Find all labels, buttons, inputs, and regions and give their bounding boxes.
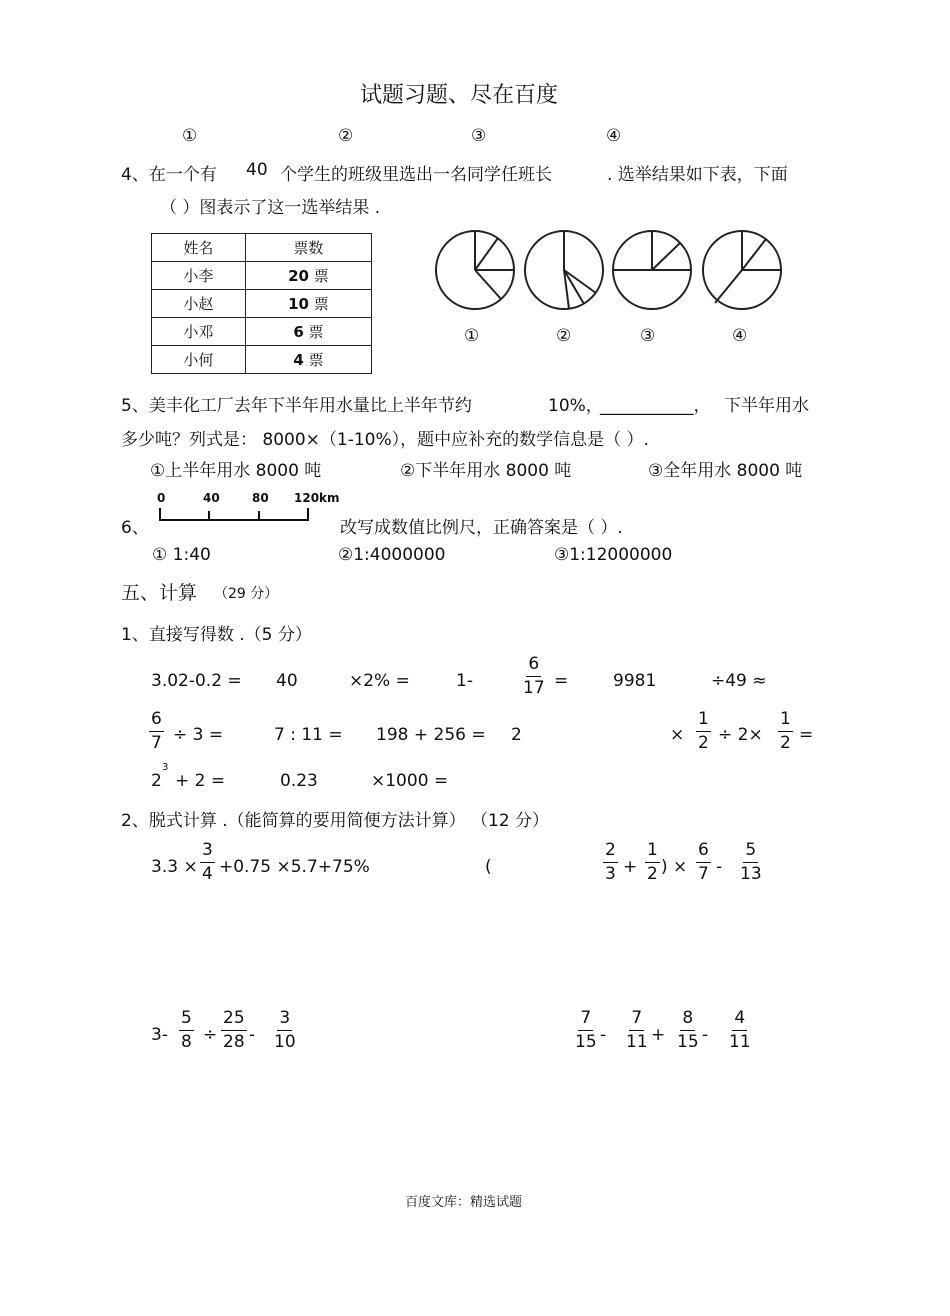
calc-1c-eq: =	[554, 671, 569, 691]
calc-3b-op: ×1000 =	[371, 771, 449, 791]
cell-votes: 20 票	[245, 262, 371, 290]
scale-tick-120: 120km	[294, 491, 340, 505]
top-option-2: ②	[338, 126, 354, 146]
fraction: $\frac{6}{17}$	[523, 654, 545, 698]
top-option-1: ①	[182, 126, 198, 146]
calc-3a-rest: + 2 =	[175, 771, 226, 791]
expr3-minus: -	[249, 1025, 256, 1045]
q5-blank: ___________，	[600, 396, 711, 416]
calc-1d-num: 9981	[613, 671, 657, 691]
q6-text: 改写成数值比例尺，正确答案是（ ）.	[340, 518, 623, 538]
calc-3a-base: 2	[151, 771, 162, 791]
part2-title: 2、脱式计算 .（能简算的要用简便方法计算） （12 分）	[121, 811, 550, 831]
q5-line2: 多少吨？列式是： 8000×（1-10%），题中应补充的数学信息是（ ）.	[121, 430, 649, 450]
fraction: $\frac{7}{15}$	[575, 1008, 597, 1052]
pie-1	[436, 231, 514, 309]
q4-line2: （ ）图表示了这一选举结果 .	[160, 198, 381, 218]
fraction: $\frac{3}{4}$	[202, 840, 213, 884]
q4-text-d: . 选举结果如下表，下面	[607, 165, 788, 185]
cell-name: 小赵	[152, 290, 246, 318]
page-title: 试题习题、尽在百度	[360, 83, 559, 108]
cell-votes: 10 票	[245, 290, 371, 318]
q5-option-3: ③全年用水 8000 吨	[648, 461, 803, 481]
fraction: $\frac{5}{13}$	[740, 840, 762, 884]
table-row	[152, 290, 372, 318]
section-points: （29 分）	[214, 586, 279, 602]
expr2-minus: -	[716, 857, 723, 877]
expr4-op2: +	[651, 1025, 666, 1045]
q4-text-b: 40	[246, 160, 268, 180]
q6-number: 6、	[121, 518, 149, 538]
expr3-a: 3-	[151, 1025, 168, 1045]
calc-3a-exponent: 3	[162, 762, 169, 773]
calc-1a: 3.02-0.2 =	[151, 671, 242, 691]
top-option-4: ④	[606, 126, 622, 146]
pie-label-3: ③	[640, 326, 656, 346]
fraction: $\frac{8}{15}$	[677, 1008, 699, 1052]
q5-option-1: ①上半年用水 8000 吨	[150, 461, 322, 481]
fraction: $\frac{7}{11}$	[626, 1008, 648, 1052]
cell-votes: 6 票	[245, 318, 371, 346]
vote-table	[151, 233, 372, 374]
fraction: $\frac{1}{2}$	[698, 709, 709, 753]
scale-tick-80: 80	[252, 491, 269, 505]
fraction: $\frac{3}{10}$	[274, 1008, 296, 1052]
expr1-b: +0.75 ×5.7+75%	[219, 857, 370, 877]
pie-label-1: ①	[464, 326, 480, 346]
table-row	[152, 318, 372, 346]
q6-option-3: ③1:12000000	[554, 545, 673, 565]
table-row	[152, 346, 372, 374]
pie-4	[703, 231, 781, 309]
expr2-close: ) ×	[661, 857, 688, 877]
section-title: 五、计算	[121, 582, 198, 604]
q5-text-b: 10%，	[548, 396, 603, 416]
q4-text-a: 4、在一个有	[121, 165, 217, 185]
top-option-3: ③	[471, 126, 487, 146]
calc-2c: 198 + 256 =	[376, 725, 486, 745]
header-name: 姓名	[152, 234, 246, 262]
calc-1b-op: ×2% =	[349, 671, 410, 691]
footer-text: 百度文库：精选试题	[405, 1195, 523, 1210]
expr4-op3: -	[702, 1025, 709, 1045]
expr1-a: 3.3 ×	[151, 857, 198, 877]
calc-1b-num: 40	[276, 671, 298, 691]
cell-name: 小何	[152, 346, 246, 374]
fraction: $\frac{1}{2}$	[780, 709, 791, 753]
calc-2b: 7 : 11 =	[274, 725, 343, 745]
fraction: $\frac{1}{2}$	[647, 840, 658, 884]
pie-label-4: ④	[732, 326, 748, 346]
fraction: $\frac{6}{7}$	[151, 709, 162, 753]
pie-options-figure	[425, 225, 795, 320]
calc-1c-a: 1-	[456, 671, 473, 691]
q4-text-c: 个学生的班级里选出一名同学任班长	[280, 165, 552, 185]
fraction: $\frac{4}{11}$	[729, 1008, 751, 1052]
fraction: $\frac{25}{28}$	[223, 1008, 245, 1052]
table-row	[152, 262, 372, 290]
calc-2a-op: ÷ 3 =	[173, 725, 224, 745]
fraction: $\frac{6}{7}$	[698, 840, 709, 884]
cell-name: 小邓	[152, 318, 246, 346]
expr4-op1: -	[600, 1025, 607, 1045]
calc-2d: 2	[511, 725, 522, 745]
expr2-plus: +	[623, 857, 638, 877]
header-votes: 票数	[245, 234, 371, 262]
scale-tick-40: 40	[203, 491, 220, 505]
expr3-div: ÷	[203, 1025, 218, 1045]
q5-text-a: 5、美丰化工厂去年下半年用水量比上半年节约	[121, 396, 472, 416]
calc-3b-num: 0.23	[280, 771, 318, 791]
fraction: $\frac{5}{8}$	[181, 1008, 192, 1052]
q6-option-2: ②1:4000000	[338, 545, 446, 565]
pie-3	[613, 231, 691, 309]
q5-text-c: 下半年用水	[724, 396, 809, 416]
q5-option-2: ②下半年用水 8000 吨	[400, 461, 572, 481]
calc-1d-op: ÷49 ≈	[711, 671, 767, 691]
fraction: $\frac{2}{3}$	[605, 840, 616, 884]
calc-2e-div: ÷ 2×	[718, 725, 763, 745]
calc-2e-eq: =	[799, 725, 814, 745]
calc-2e-times: ×	[670, 725, 685, 745]
table-header-row	[152, 234, 372, 262]
cell-votes: 4 票	[245, 346, 371, 374]
part1-title: 1、直接写得数 .（5 分）	[121, 625, 312, 645]
scale-bar	[155, 506, 315, 526]
cell-name: 小李	[152, 262, 246, 290]
pie-2	[525, 231, 603, 309]
expr2-open: (	[485, 857, 492, 877]
q6-option-1: ① 1:40	[152, 545, 211, 565]
pie-label-2: ②	[556, 326, 572, 346]
scale-tick-0: 0	[157, 491, 166, 505]
